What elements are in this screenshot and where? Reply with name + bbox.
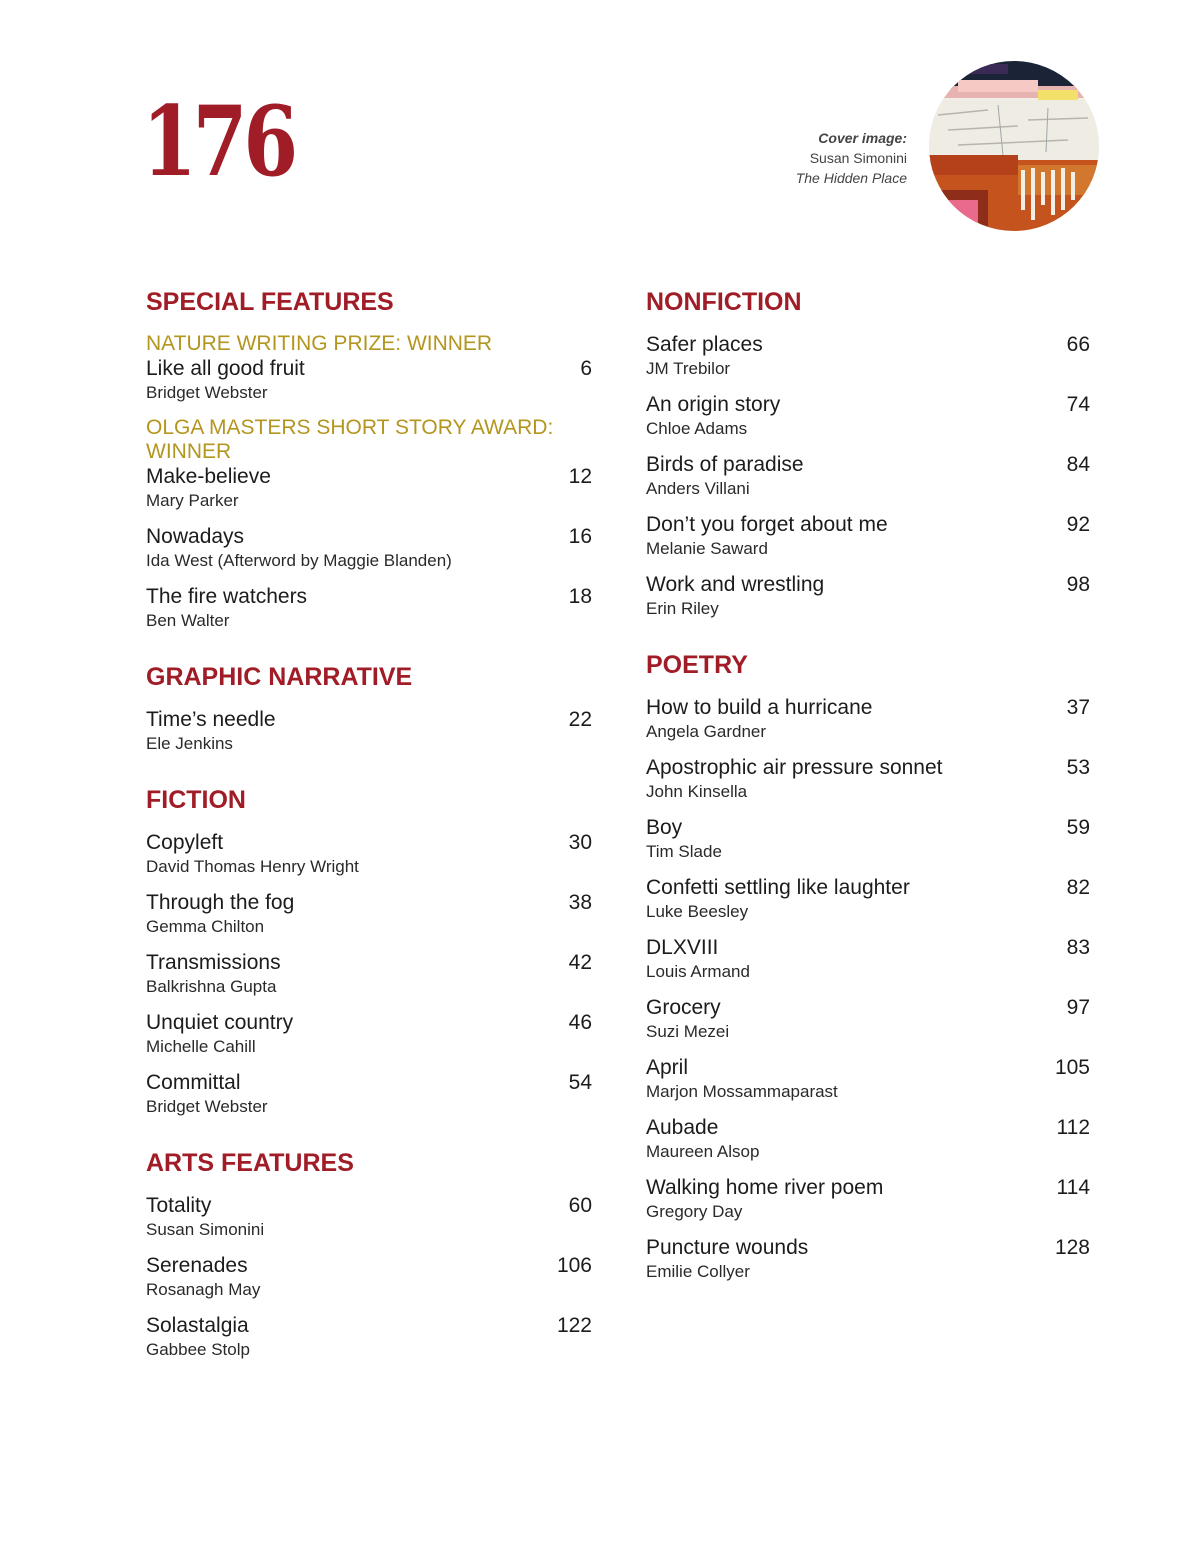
entry-author: Marjon Mossammaparast — [646, 1082, 838, 1101]
entry-page-number: 106 — [556, 1254, 592, 1277]
entry-author: Angela Gardner — [646, 722, 767, 741]
entry-author: Ben Walter — [146, 611, 230, 630]
entry-row — [146, 890, 592, 915]
entry-title: Aubade — [646, 1116, 719, 1139]
toc-entry[interactable] — [646, 995, 1090, 1044]
entry-title: Time’s needle — [146, 708, 276, 731]
section-heading: SPECIAL FEATURES — [146, 288, 394, 316]
toc-entry[interactable] — [146, 332, 592, 405]
entry-row — [646, 815, 1090, 840]
entry-author: Gemma Chilton — [146, 917, 265, 936]
toc-section — [146, 1145, 592, 1362]
entry-row — [646, 1235, 1090, 1260]
entry-page-number: 18 — [568, 585, 592, 608]
toc-entry[interactable] — [646, 512, 1090, 561]
entry-title: Totality — [146, 1194, 212, 1217]
entry-row — [646, 755, 1090, 780]
entry-title: Committal — [146, 1071, 241, 1094]
entry-title: Confetti settling like laughter — [646, 876, 910, 899]
cover-label: Cover image: — [818, 130, 907, 146]
entry-title: Like all good fruit — [146, 357, 305, 380]
entry-title: Puncture wounds — [646, 1236, 809, 1259]
entry-page-number: 38 — [568, 891, 592, 914]
entry-page-number: 83 — [1066, 936, 1090, 959]
entry-title: Copyleft — [146, 831, 224, 854]
entry-row — [646, 1175, 1090, 1200]
entry-row — [146, 356, 592, 381]
toc-entry[interactable] — [146, 1010, 592, 1059]
entry-title: Make-believe — [146, 465, 271, 488]
toc-entry[interactable] — [146, 950, 592, 999]
entry-author: Bridget Webster — [146, 383, 268, 402]
entry-page-number: 105 — [1054, 1056, 1090, 1079]
entry-author: Tim Slade — [646, 842, 722, 861]
entry-author: Mary Parker — [146, 491, 239, 510]
toc-entry[interactable] — [646, 392, 1090, 441]
entry-author: David Thomas Henry Wright — [146, 857, 359, 876]
entry-author: Michelle Cahill — [146, 1037, 256, 1056]
entry-row — [646, 1115, 1090, 1140]
entry-page-number: 74 — [1066, 393, 1090, 416]
entry-row — [646, 452, 1090, 477]
toc-section — [646, 647, 1090, 1284]
entry-page-number: 59 — [1066, 816, 1090, 839]
entry-page-number: 97 — [1066, 996, 1090, 1019]
entry-author: Louis Armand — [646, 962, 750, 981]
entry-row — [646, 572, 1090, 597]
entry-author: Erin Riley — [646, 599, 719, 618]
entry-author: Melanie Saward — [646, 539, 768, 558]
section-heading: NONFICTION — [646, 288, 802, 316]
entry-page-number: 66 — [1066, 333, 1090, 356]
entry-author: John Kinsella — [646, 782, 748, 801]
entry-page-number: 22 — [568, 708, 592, 731]
entry-page-number: 128 — [1054, 1236, 1090, 1259]
toc-entry[interactable] — [146, 1070, 592, 1119]
entry-title: An origin story — [646, 393, 781, 416]
entry-title: April — [646, 1056, 689, 1079]
entry-author: Luke Beesley — [646, 902, 749, 921]
entry-row — [146, 707, 592, 732]
entry-row — [146, 830, 592, 855]
entry-page-number: 98 — [1066, 573, 1090, 596]
prize-subheading: OLGA MASTERS SHORT STORY AWARD: WINNER — [146, 416, 554, 463]
entry-title: Birds of paradise — [646, 453, 804, 476]
entry-page-number: 53 — [1066, 756, 1090, 779]
entry-title: DLXVIII — [646, 936, 719, 959]
entry-page-number: 114 — [1056, 1176, 1090, 1199]
entry-page-number: 6 — [580, 357, 592, 380]
entry-row — [146, 1193, 592, 1218]
entry-row — [146, 950, 592, 975]
toc-entry[interactable] — [646, 332, 1090, 381]
prize-subheading: NATURE WRITING PRIZE: WINNER — [146, 332, 493, 355]
toc-entry[interactable] — [646, 452, 1090, 501]
entry-page-number: 84 — [1066, 453, 1090, 476]
entry-title: Don’t you forget about me — [646, 513, 888, 536]
entry-author: Rosanagh May — [146, 1280, 261, 1299]
toc-entry[interactable] — [146, 707, 592, 756]
entry-title: The fire watchers — [146, 585, 308, 608]
toc-entry[interactable] — [646, 1235, 1090, 1284]
entry-page-number: 54 — [568, 1071, 592, 1094]
toc-section — [146, 782, 592, 1119]
toc-entry[interactable] — [646, 572, 1090, 621]
entry-title: Apostrophic air pressure sonnet — [646, 756, 943, 779]
entry-author: Ida West (Afterword by Maggie Blanden) — [146, 551, 452, 570]
entry-title: Transmissions — [146, 951, 281, 974]
toc-section — [146, 284, 592, 633]
entry-author: Maureen Alsop — [646, 1142, 760, 1161]
right-column — [646, 284, 1090, 1310]
entry-row — [646, 512, 1090, 537]
entry-title: Nowadays — [146, 525, 245, 548]
entry-author: Gabbee Stolp — [146, 1340, 250, 1359]
entry-title: Through the fog — [146, 891, 295, 914]
entry-row — [646, 392, 1090, 417]
entry-row — [646, 875, 1090, 900]
section-heading: ARTS FEATURES — [146, 1149, 354, 1177]
toc-entry[interactable] — [146, 416, 592, 513]
entry-row — [146, 1313, 592, 1338]
entry-row — [646, 935, 1090, 960]
section-heading: POETRY — [646, 651, 748, 679]
entry-page-number: 37 — [1066, 696, 1090, 719]
section-heading: FICTION — [146, 786, 246, 814]
toc-entry[interactable] — [146, 830, 592, 879]
entry-author: Suzi Mezei — [646, 1022, 730, 1041]
toc-entry[interactable] — [646, 1175, 1090, 1224]
toc-entry[interactable] — [146, 890, 592, 939]
toc-entry[interactable] — [646, 935, 1090, 984]
toc-entry[interactable] — [146, 524, 592, 573]
toc-entry[interactable] — [146, 1253, 592, 1302]
toc-entry[interactable] — [646, 755, 1090, 804]
entry-title: Grocery — [646, 996, 721, 1019]
entry-page-number: 92 — [1066, 513, 1090, 536]
entry-author: Anders Villani — [646, 479, 750, 498]
entry-author: Emilie Collyer — [646, 1262, 750, 1281]
entry-author: Bridget Webster — [146, 1097, 268, 1116]
issue-number: 176 — [142, 85, 295, 198]
entry-page-number: 82 — [1066, 876, 1090, 899]
entry-page-number: 12 — [568, 465, 592, 488]
entry-title: Work and wrestling — [646, 573, 825, 596]
entry-author: Susan Simonini — [146, 1220, 265, 1239]
entry-row — [146, 524, 592, 549]
entry-title: How to build a hurricane — [646, 696, 873, 719]
toc-entry[interactable] — [146, 584, 592, 633]
entry-title: Boy — [646, 816, 683, 839]
entry-title: Unquiet country — [146, 1011, 294, 1034]
toc-entry[interactable] — [646, 875, 1090, 924]
entry-page-number: 60 — [568, 1194, 592, 1217]
entry-title: Safer places — [646, 333, 763, 356]
entry-row — [646, 1055, 1090, 1080]
entry-row — [146, 1010, 592, 1035]
entry-row — [646, 695, 1090, 720]
toc-entry[interactable] — [146, 1313, 592, 1362]
left-column — [146, 284, 592, 1388]
cover-credit — [796, 128, 907, 188]
entry-title: Walking home river poem — [646, 1176, 884, 1199]
toc-entry[interactable] — [646, 695, 1090, 744]
entry-row — [146, 584, 592, 609]
entry-author: JM Trebilor — [646, 359, 731, 378]
entry-row — [146, 1253, 592, 1278]
entry-page-number: 42 — [568, 951, 592, 974]
section-heading: GRAPHIC NARRATIVE — [146, 663, 413, 691]
toc-section — [646, 284, 1090, 621]
entry-page-number: 46 — [568, 1011, 592, 1034]
entry-title: Serenades — [146, 1254, 248, 1277]
entry-title: Solastalgia — [146, 1314, 249, 1337]
toc-section — [146, 659, 592, 756]
entry-author: Balkrishna Gupta — [146, 977, 277, 996]
entry-author: Ele Jenkins — [146, 734, 233, 753]
cover-artist: Susan Simonini — [809, 150, 907, 166]
entry-page-number: 16 — [568, 525, 592, 548]
entry-page-number: 122 — [556, 1314, 592, 1337]
entry-page-number: 30 — [568, 831, 592, 854]
entry-row — [646, 332, 1090, 357]
toc-entry[interactable] — [146, 1193, 592, 1242]
toc-entry[interactable] — [646, 1055, 1090, 1104]
entry-row — [646, 995, 1090, 1020]
toc-entry[interactable] — [646, 815, 1090, 864]
entry-row — [146, 1070, 592, 1095]
entry-author: Gregory Day — [646, 1202, 743, 1221]
entry-row — [146, 464, 592, 489]
toc-entry[interactable] — [646, 1115, 1090, 1164]
entry-author: Chloe Adams — [646, 419, 748, 438]
cover-image — [928, 60, 1100, 232]
cover-title: The Hidden Place — [795, 170, 907, 186]
entry-page-number: 112 — [1056, 1116, 1090, 1139]
